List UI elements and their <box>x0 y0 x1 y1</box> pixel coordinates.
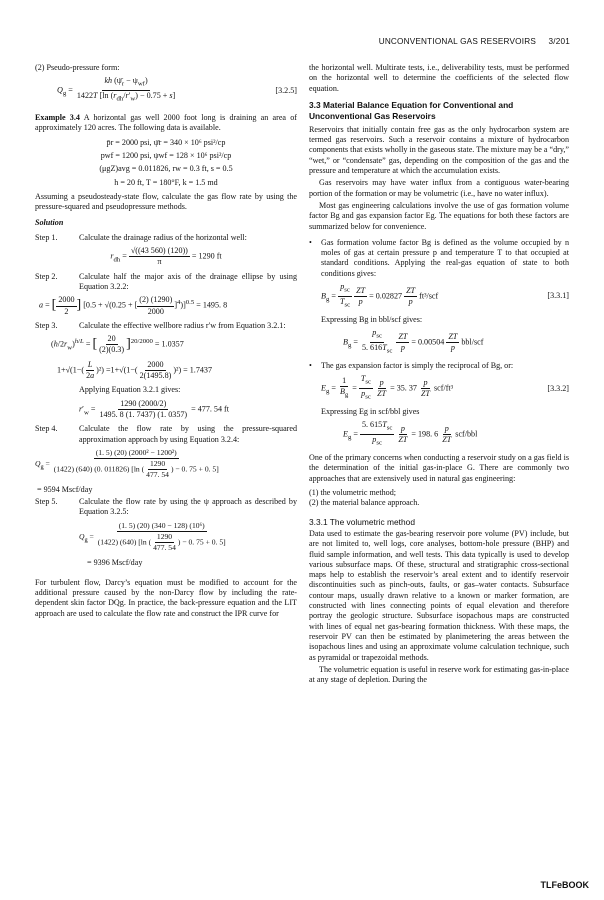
equation-3-3-2: $E_g$ = $\frac{1}{B_g}$ = $\frac{T_{sc}}{p_{sc}}$ $\frac{p}{ZT}$ = 35. 37 $\frac{p}{ZT}$ scf/ft³ [3.3.2] <box>321 374 569 401</box>
equation-root-term: 1+√(1−( $\frac{L}{2a}$ )²) =1+√(1−( $\frac{2000}{2(1495.8)}$ )²) = 1.7437 <box>57 359 213 381</box>
result: = 1.7437 <box>183 365 213 375</box>
equation-bg-bbl: $B_g$ = $\frac{p_{sc}}{5. 616T_{sc}}$ $\frac{ZT}{p}$ = 0.00504 $\frac{ZT}{p}$ bbl/scf <box>343 328 484 355</box>
step-text: Calculate the flow rate by using the pressure-squared approximation approach by using Equation 3.2.4: <box>79 424 297 444</box>
data-row: (μgZ)avg = 0.011826, rw = 0.3 ft, s = 0.5 <box>99 164 233 174</box>
example-data <box>35 138 297 188</box>
bullet-text: Gas formation volume factor Bg is defined as the volume occupied by n moles of gas at certain pressure p and temperature T to that occupied at standard conditions. Applying the real-gas equation of state to both conditions gives: <box>321 237 569 278</box>
step-text: Calculate half the major axis of the drainage ellipse by using Equation 3.2.2: <box>79 271 297 291</box>
step-label: Step 1. <box>35 232 58 242</box>
equation-number: [3.3.2] <box>547 383 569 393</box>
solution-heading: Solution <box>35 218 64 228</box>
data-row: pwf = 1200 psi, ψwf = 128 × 10⁶ psi²/cp <box>100 151 232 160</box>
continued-paragraph: the horizontal well. Multirate tests, i.e., deliverability tests, must be performed on the horizontal well to determine the coefficients of the selected flow equation. <box>309 63 569 93</box>
step-4 <box>35 424 297 445</box>
paragraph: The volumetric equation is useful in reserve work for estimating gas-in-place at any stage of depletion. During the <box>309 664 569 685</box>
bullet-icon: • <box>309 237 312 247</box>
footer-watermark: TLFeBOOK <box>540 879 589 890</box>
equation-eg-bbl: $E_g$ = $\frac{5. 615T_{sc}}{p_{sc}}$ $\frac{p}{ZT}$ = 198. 6 $\frac{p}{ZT}$ scf/bbl <box>343 420 478 447</box>
paragraph: One of the primary concerns when conducting a reservoir study on a gas field is the determination of the initial gas-in-place G. There are commonly two approaches that are extensively used in natural gas engineering: <box>309 453 569 483</box>
unit: bbl/scf <box>461 337 484 347</box>
header-title: UNCONVENTIONAL GAS RESERVOIRS <box>378 37 537 46</box>
bullet-icon: • <box>309 360 312 370</box>
apply-text: Applying Equation 3.2.1 gives: <box>79 385 181 395</box>
step-5 <box>35 497 297 518</box>
express-text: Expressing Bg in bbl/scf gives: <box>321 314 423 324</box>
result: = 9594 Mscf/day <box>37 484 93 494</box>
step-text: Calculate the flow rate by using the ψ approach as described by Equation 3.2.5: <box>79 497 297 517</box>
assumption-text: Assuming a pseudosteady-state flow, calculate the gas flow rate by using the pressure-squared and pseudopressure methods. <box>35 191 297 212</box>
step-text: Calculate the effective wellbore radius r′w from Equation 3.2.1: <box>79 320 286 330</box>
step-label: Step 5. <box>35 497 58 507</box>
equation-3-3-1: $B_g$ = $\frac{p_{sc}}{T_{sc}}$ $\frac{ZT}{p}$ = 0.02827 $\frac{ZT}{p}$ ft³/scf [3.3.1] <box>321 282 569 309</box>
paragraph: Gas reservoirs may have water influx from a contiguous water-bearing portion of the formation or may be volumetric (i.e., have no water influx). <box>309 178 569 198</box>
equation-major-axis: a = [ $\frac{2000}{2}$ ] [0.5 + √(0.25 + [ $\frac{(2) (1290)}{2000}$ ]$^4$)]$^{0.5}$ = 1495. 8 <box>39 295 228 316</box>
step-2 <box>35 272 297 293</box>
step-label: Step 2. <box>35 271 58 281</box>
result: = 477. 54 ft <box>191 404 229 414</box>
result: = 9396 Mscf/day <box>87 557 143 567</box>
paragraph: Reservoirs that initially contain free gas as the only hydrocarbon system are termed gas reservoirs. Such a reservoir contains a mixture of hydrocarbon components that exists wholly in the gaseous state. The mixture may be a “dry,” “wet,” or “condensate” gas, depending on the composition of the gas and the pressure and temperature at which the accumulation exists. <box>309 124 569 176</box>
running-header <box>369 37 570 47</box>
list-item: (2) the material balance approach. <box>309 498 420 508</box>
right-column <box>309 63 569 687</box>
equation-flow-psi: $Q_g$ = (1. 5) (20) (340 − 128) (10⁶) (1422) (640) [ln ( $\frac{1290}{477. 54}$ ) − 0. 75 + 0. 5] <box>79 520 226 553</box>
unit: scf/ft³ <box>434 383 454 393</box>
item-pseudo-pressure: (2) Pseudo-pressure form: <box>35 63 120 72</box>
equation-aniso-term: $(h/2r_w)^{h/L}$ = [ $\frac{20}{(2)(0.3)}$ ]$^{20/2000}$ = 1.0357 <box>51 334 184 355</box>
example-paragraph <box>35 113 297 134</box>
step-3 <box>35 321 297 331</box>
unit: ft³/scf <box>419 291 439 301</box>
result: = 1290 ft <box>191 251 222 261</box>
turbulent-paragraph: For turbulent flow, Darcy’s equation must be modified to account for the additional pressure caused by the non-Darcy flow by including the rate-dependent skin factor DQg. In practice, the back-pressure equation and the LIT approach are used to calculate the flow rate and construct the IPR curve for <box>35 577 297 618</box>
bullet-item <box>309 238 569 279</box>
step-1 <box>35 233 297 243</box>
subsection-heading: 3.3.1 The volumetric method <box>309 516 415 527</box>
left-column <box>35 63 297 621</box>
bullet-text: The gas expansion factor is simply the reciprocal of Bg, or: <box>321 360 514 370</box>
unit: scf/bbl <box>455 429 478 439</box>
section-heading: 3.3 Material Balance Equation for Conventional and Unconventional Gas Reservoirs <box>309 99 514 121</box>
equation-effective-radius: $r'_w$ = $\frac{1290 (2000/2)}{1495. 8 (1. 7437) (1. 0357)}$ = 477. 54 ft <box>79 398 229 419</box>
result: = 1.0357 <box>154 339 184 349</box>
bullet-item <box>309 361 569 371</box>
data-row: p̄r = 2000 psi, ψ̄r = 340 × 10⁶ psi²/cp <box>106 137 226 147</box>
example-text: A horizontal gas well 2000 foot long is draining an area of approximately 120 acres. The following data is available. <box>35 113 297 133</box>
equation-number: [3.2.5] <box>275 85 297 95</box>
step-label: Step 4. <box>35 424 58 434</box>
equation-3-2-5: $Q_g$ = $\frac{kh (\psī_r - \psi_{wf})}{1422T [\ln (r_{dh}/r'_w) - 0.75 + s]}$ [3.2.5] <box>57 76 297 103</box>
express-text: Expressing Eg in scf/bbl gives <box>321 407 420 417</box>
paragraph: Most gas engineering calculations involve the use of gas formation volume factor Bg and gas expansion factor Eg. The equations for both these factors are summarized below for convenience. <box>309 200 569 231</box>
result: = 1495. 8 <box>196 300 228 310</box>
page-number: 3/201 <box>548 37 570 46</box>
equation-number: [3.3.1] <box>547 291 569 301</box>
step-label: Step 3. <box>35 320 58 330</box>
approach-list <box>309 488 569 509</box>
equation-flow-pressure-squared: $Q_g$ = (1. 5) (20) (2000² − 1200²) (1422) (640) (0. 011826) [ln ( $\frac{1290}{477. 54}$ ) − 0. 75 + 0. 5] <box>35 447 219 480</box>
step-text: Calculate the drainage radius of the horizontal well: <box>79 232 247 242</box>
example-title: Example 3.4 <box>35 113 80 123</box>
equation-drainage-radius: $r_{dh}$ = $\frac{√((43 560) (120))}{\pi}$ = 1290 ft <box>110 246 222 267</box>
paragraph: Data used to estimate the gas-bearing reservoir pore volume (PV) include, but are not limited to, well logs, core analyses, bottom-hole pressure (BHP) and fluid sample information, and well tests. This data typically is used to develop various subsurface maps. Of these, structural and stratigraphic cross-sectional maps help to establish the reservoir’s areal extent and to identify reservoir discontinuities such as pinch-outs, faults, or gas–water contacts. Subsurface contour maps, usually drawn relative to a known or marker formation, are constructed with lines connecting points of equal elevation and therefore portray the geologic structure. Subsurface isopachous maps are constructed with lines of equal net gas-bearing formation thickness. With these maps, the reservoir PV can then be estimated by planimetering the areas between the isopachous lines and using an approximate volume calculation technique, such as pyramidal or trapezoidal methods. <box>309 528 569 662</box>
list-item: (1) the volumetric method; <box>309 488 396 498</box>
data-row: h = 20 ft, T = 180°F, k = 1.5 md <box>114 177 218 187</box>
